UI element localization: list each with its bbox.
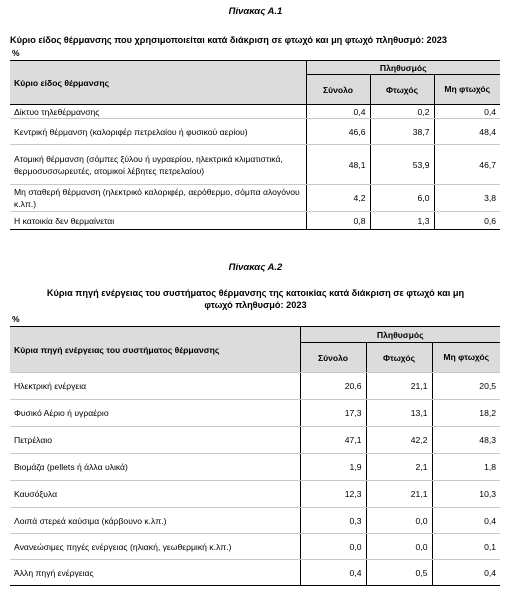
row-label: Καυσόξυλα [10,481,300,508]
cell-nonpoor: 18,2 [432,400,500,427]
table-row [10,212,500,230]
cell-poor: 1,3 [370,212,434,230]
table-row [10,534,500,560]
cell-nonpoor: 20,5 [432,373,500,400]
cell-poor: 42,2 [366,427,432,454]
cell-nonpoor: 0,4 [432,560,500,586]
cell-poor: 0,0 [366,534,432,560]
table1-row-header: Κύριο είδος θέρμανσης [10,61,306,105]
row-label: Μη σταθερή θέρμανση (ηλεκτρικό καλοριφέρ, αερόθερμο, σόμπα αλογόνου κ.λπ.) [10,185,306,212]
row-label: Βιομάζα (pellets ή άλλα υλικά) [10,454,300,481]
table2-caption: Πίνακας Α.2 [228,262,283,273]
cell-nonpoor: 3,8 [434,185,500,212]
cell-total: 47,1 [300,427,366,454]
row-label: Κεντρική θέρμανση (καλοριφέρ πετρελαίου ή φυσικού αερίου) [10,119,306,145]
table1-col-poor: Φτωχός [370,75,434,105]
cell-total: 12,3 [300,481,366,508]
row-label: Πετρέλαιο [10,427,300,454]
table-row [10,560,500,586]
row-label: Λοιπά στερεά καύσιμα (κάρβουνο κ.λπ.) [10,508,300,534]
table-row [10,400,500,427]
cell-total: 4,2 [306,185,370,212]
cell-total: 17,3 [300,400,366,427]
table-row [10,185,500,212]
cell-total: 0,3 [300,508,366,534]
row-label: Ατομική θέρμανση (σόμπες ξύλου ή υγραερίου, ηλεκτρικά κλιματιστικά, θερμοσυσσωρευτές, ατομικοί λέβητες πετρελαίου) [10,145,306,185]
cell-total: 0,4 [300,560,366,586]
cell-poor: 13,1 [366,400,432,427]
cell-nonpoor: 46,7 [434,145,500,185]
table1-col-total: Σύνολο [306,75,370,105]
cell-total: 48,1 [306,145,370,185]
table1-col-nonpoor: Μη φτωχός [434,75,500,105]
table-row [10,105,500,119]
cell-poor: 21,1 [366,481,432,508]
cell-nonpoor: 0,6 [434,212,500,230]
cell-poor: 38,7 [370,119,434,145]
table2-title [0,287,511,311]
cell-poor: 2,1 [366,454,432,481]
cell-poor: 21,1 [366,373,432,400]
table1-group-header: Πληθυσμός [306,61,500,75]
cell-poor: 53,9 [370,145,434,185]
cell-total: 0,8 [306,212,370,230]
cell-poor: 0,0 [366,508,432,534]
table2-group-header: Πληθυσμός [300,327,500,343]
cell-total: 1,9 [300,454,366,481]
row-label: Η κατοικία δεν θερμαίνεται [10,212,306,230]
cell-nonpoor: 0,1 [432,534,500,560]
table2 [10,326,500,586]
table-row [10,508,500,534]
cell-total: 46,6 [306,119,370,145]
table1 [10,60,500,230]
cell-nonpoor: 0,4 [434,105,500,119]
table1-caption: Πίνακας Α.1 [228,6,283,17]
table-row [10,427,500,454]
row-label: Δίκτυο τηλεθέρμανσης [10,105,306,119]
cell-poor: 6,0 [370,185,434,212]
table2-title-line2: φτωχό πληθυσμό: 2023 [204,300,307,310]
cell-nonpoor: 48,3 [432,427,500,454]
table-row [10,454,500,481]
cell-nonpoor: 1,8 [432,454,500,481]
row-label: Άλλη πηγή ενέργειας [10,560,300,586]
cell-nonpoor: 0,4 [432,508,500,534]
table2-unit: % [12,314,20,324]
cell-nonpoor: 10,3 [432,481,500,508]
table-row [10,119,500,145]
table1-unit: % [12,48,20,58]
row-label: Φυσικό Αέριο ή υγραέριο [10,400,300,427]
table-row [10,481,500,508]
table-row [10,373,500,400]
table2-title-line1: Κύρια πηγή ενέργειας του συστήματος θέρμανσης της κατοικίας κατά διάκριση σε φτωχό και μη [46,288,465,298]
row-label: Ηλεκτρική ενέργεια [10,373,300,400]
table2-col-poor: Φτωχός [366,343,432,373]
cell-nonpoor: 48,4 [434,119,500,145]
table2-col-nonpoor: Μη φτωχός [432,343,500,373]
cell-total: 20,6 [300,373,366,400]
table-row [10,145,500,185]
cell-poor: 0,5 [366,560,432,586]
cell-total: 0,4 [306,105,370,119]
cell-total: 0,0 [300,534,366,560]
row-label: Ανανεώσιμες πηγές ενέργειας (ηλιακή, γεωθερμική κ.λπ.) [10,534,300,560]
table1-title: Κύριο είδος θέρμανσης που χρησιμοποιείται κατά διάκριση σε φτωχό και μη φτωχό πληθυσμό: 2023 [10,35,447,45]
table2-col-total: Σύνολο [300,343,366,373]
cell-poor: 0,2 [370,105,434,119]
table2-row-header: Κύρια πηγή ενέργειας του συστήματος θέρμανσης [10,327,300,373]
